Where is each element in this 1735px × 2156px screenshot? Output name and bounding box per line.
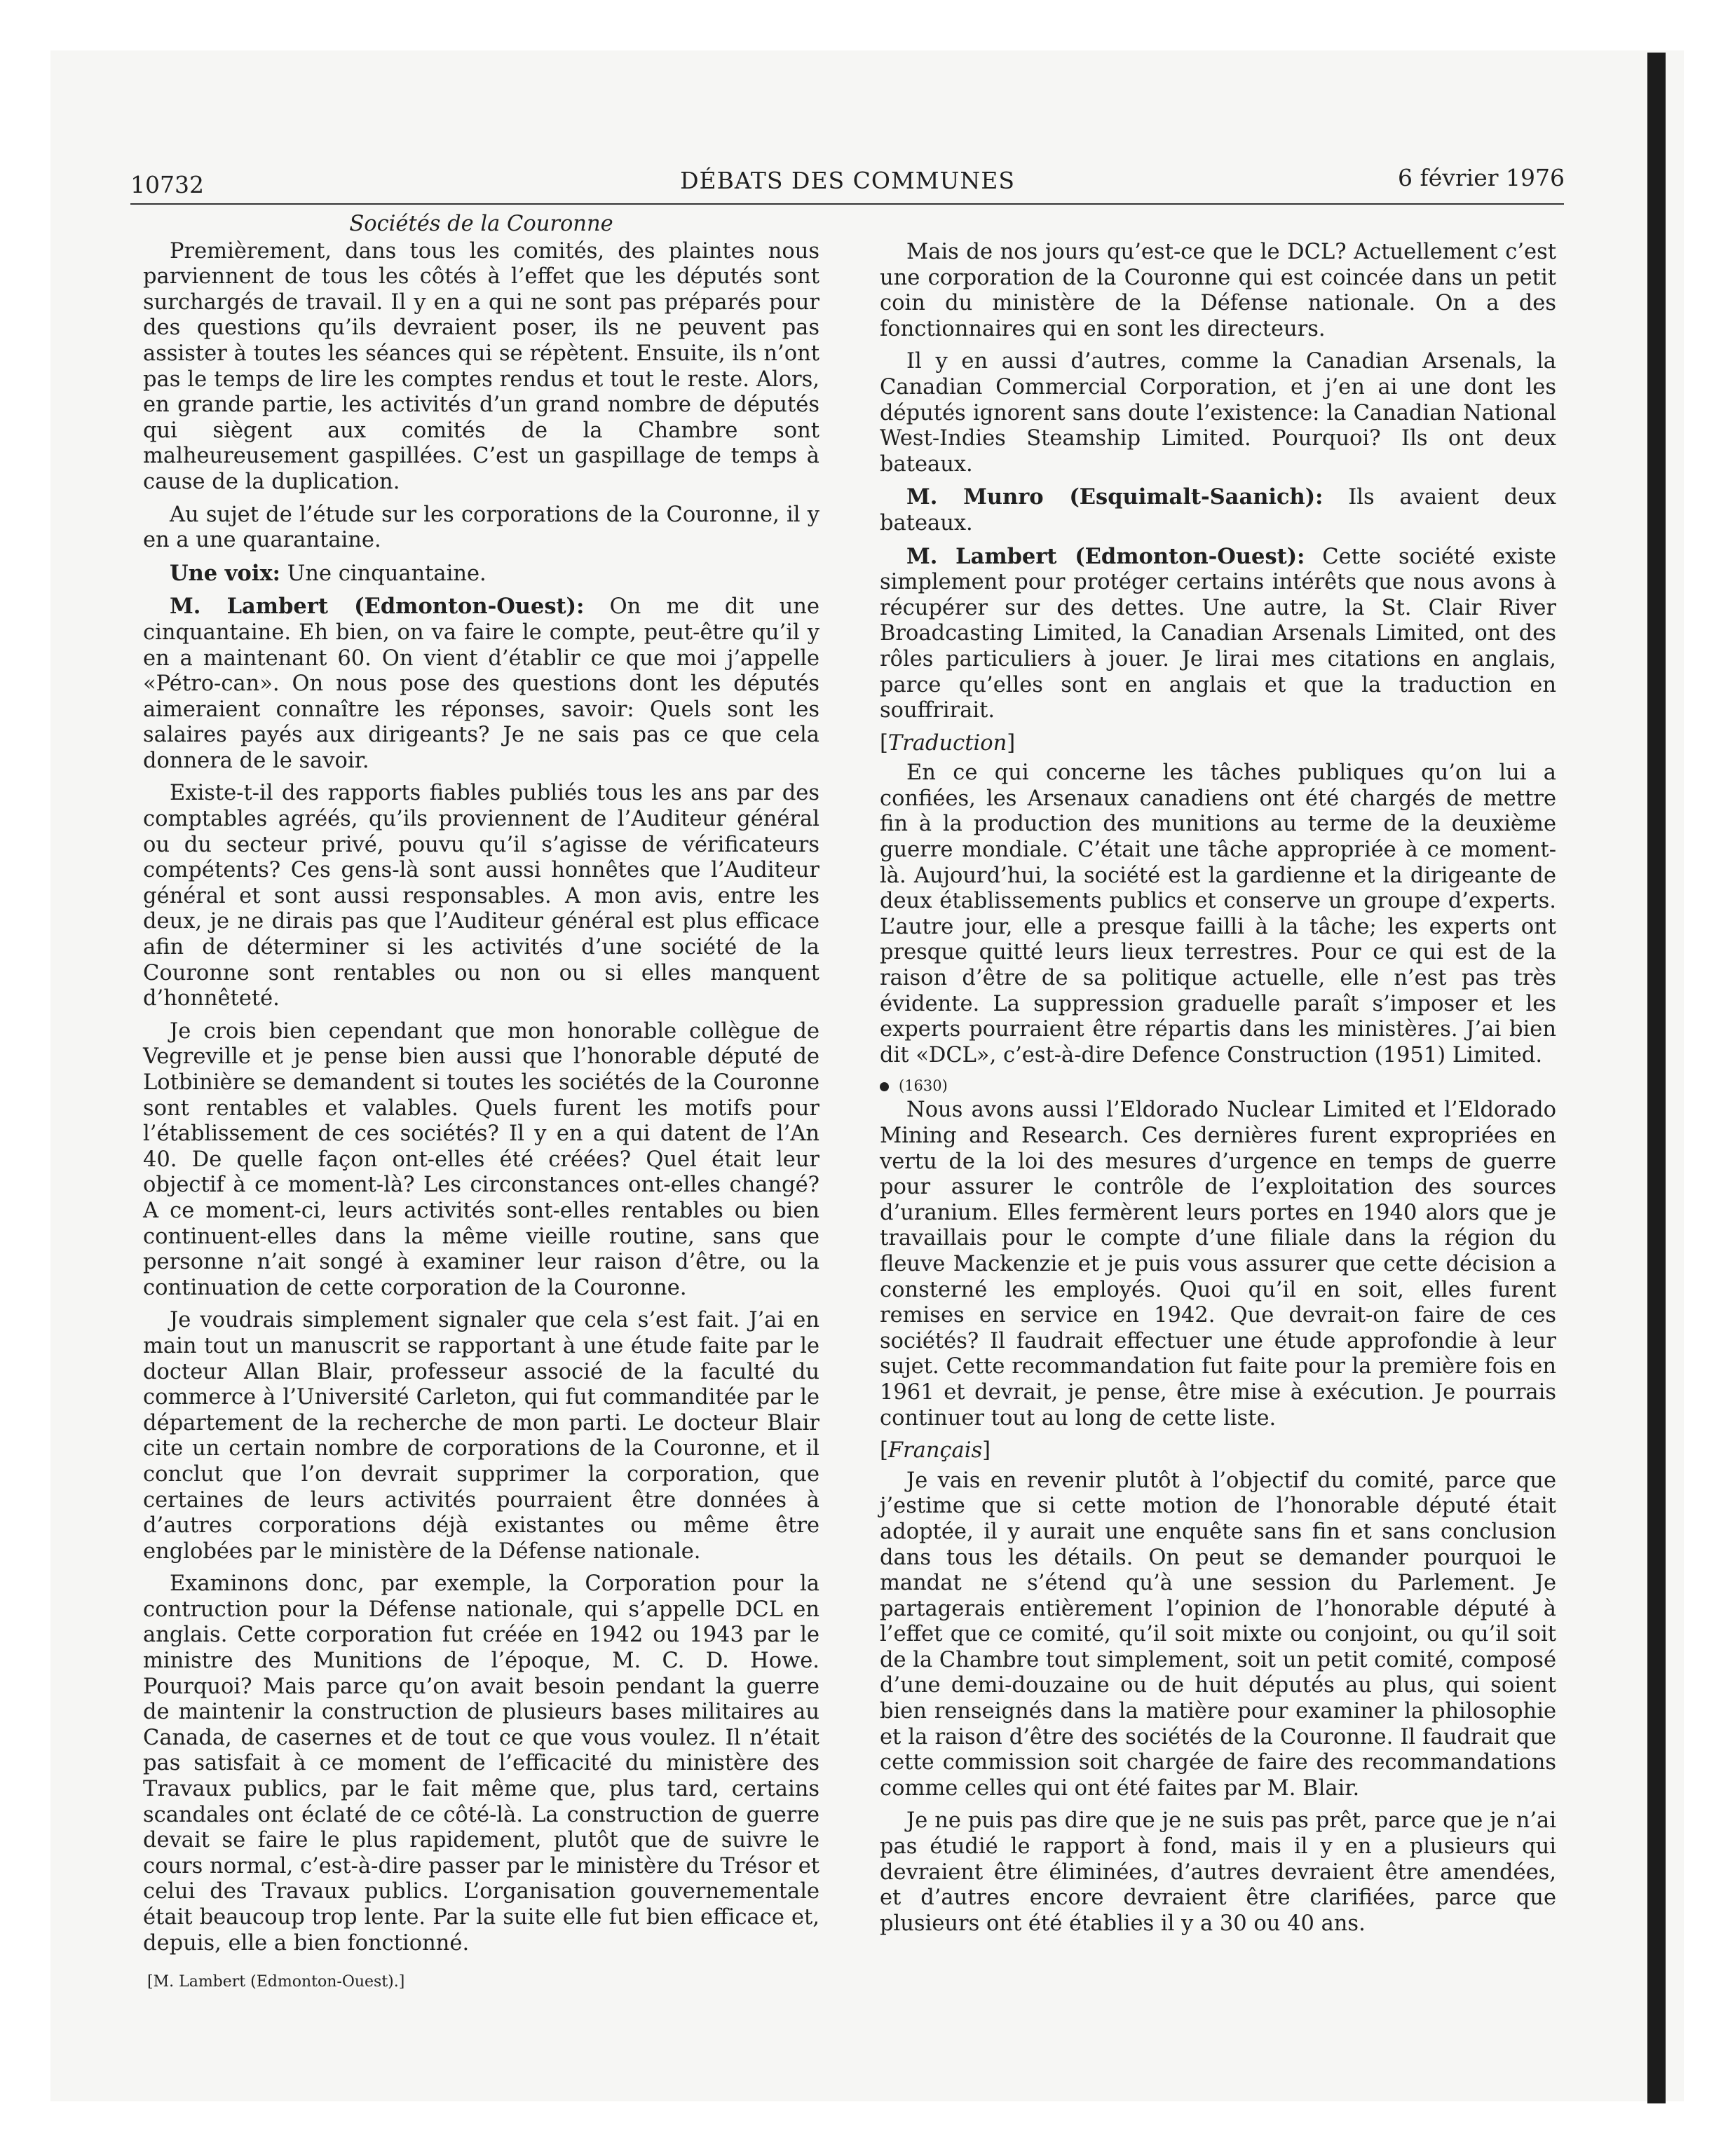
paragraph (143, 594, 819, 774)
speaker-name: Une voix: (170, 560, 280, 586)
page-header (130, 163, 1565, 199)
right-column (880, 240, 1556, 1944)
publication-title: DÉBATS DES COMMUNES (680, 167, 1015, 194)
translation-marker: [Traduction] (880, 730, 1016, 756)
speech-text: On me dit une cinquantaine. Eh bien, on va faire le compte, peut-être qu’il y en a maintenant 60. On vient d’établir ce que moi j’appelle «Pétro-can». On nous pose des questions dont les députés aimeraient connaître les réponses, savoir: Quels sont les salaires payés aux dirigeants? Je ne sais pas ce que cela donnera de le savoir. (143, 594, 819, 773)
scan-edge-bar (1647, 53, 1666, 2103)
speech-text: Ils avaient deux bateaux. (880, 485, 1557, 535)
paragraph: Mais de nos jours qu’est-ce que le DCL? Actuellement c’est une corporation de la Couronne qui est coincée dans un petit coin du ministère de la Défense nationale. On a des fonctionnaires qui en sont les directeurs. (880, 240, 1556, 341)
paragraph (880, 484, 1556, 536)
paragraph: Examinons donc, par exemple, la Corporation pour la contruction pour la Défense nationale, qui s’appelle DCL en anglais. Cette corporation fut créée en 1942 ou 1943 par le ministre des Munitions de l’époque, M. C. D. Howe. Pourquoi? Mais parce qu’on avait besoin pendant la guerre de maintenir la construction de plusieurs bases militaires au Canada, de casernes et de tout ce que vous voulez. Il n’était pas satisfait à ce moment de l’efficacité du ministère des Travaux publics, par le fait même que, plus tard, certains scandales ont éclaté de ce côté-là. La construction de guerre devait se faire le plus rapidement, plutôt que de suivre le cours normal, c’est-à-dire passer par le ministère du Trésor et celui des Travaux publics. L’organisation gouvernementale était beaucoup trop lente. Par la suite elle fut bien efficace et, depuis, elle a bien fonctionné. (143, 1571, 819, 1956)
paragraph: Premièrement, dans tous les comités, des plaintes nous parviennent de tous les côtés à l’effet que les députés sont surchargés de travail. Il y en a qui ne sont pas préparés pour des questions qu’ils devraient poser, ils ne peuvent pas assister à toutes les séances qui se répètent. Ensuite, ils n’ont pas le temps de lire les comptes rendus et tout le reste. Alors, en grande partie, les activités d’un grand nombre de députés qui siègent aux comités de la Chambre sont malheureusement gaspillées. C’est un gaspillage de temps à cause de la duplication. (143, 238, 819, 494)
paragraph: Je crois bien cependant que mon honorable collègue de Vegreville et je pense bien aussi que l’honorable député de Lotbinière se demandent si toutes les sociétés de la Couronne sont rentables et valables. Quels furent les motifs pour l’établissement de ces sociétés? Il y en a qui datent de l’An 40. De quelle façon ont-elles été créées? Quel était leur objectif à ce moment-là? Les circonstances ont-elles changé? A ce moment-ci, leurs activités sont-elles rentables ou bien continuent-elles dans la même vieille routine, sans que personne n’ait songé à examiner leur raison d’être, ou la continuation de cette corporation de la Couronne. (143, 1018, 819, 1300)
page-date: 6 février 1976 (1398, 164, 1565, 191)
paragraph (143, 561, 819, 587)
speech-text: Une cinquantaine. (280, 561, 487, 586)
document-page (130, 163, 1565, 1991)
speaker-name: M. Lambert (Edmonton-Ouest): (170, 594, 585, 620)
speech-text: Cette société existe simplement pour protéger certains intérêts que nous avons à récupérer sur des dettes. Une autre, la St. Clair River Broadcasting Limited, la Canadian Arsenals Limited, ont des rôles particuliers à jouer. Je lirai mes citations en anglais, parce qu’elles sont en anglais et que la traduction en souffrirait. (880, 544, 1556, 723)
paragraph: Au sujet de l’étude sur les corporations de la Couronne, il y en a une quarantaine. (143, 502, 819, 553)
time-stamp: (1630) (880, 1075, 1556, 1096)
paragraph (880, 544, 1556, 724)
header-rule (130, 203, 1564, 205)
speaker-name: M. Munro (Esquimalt-Saanich): (906, 484, 1324, 510)
page-number: 10732 (130, 171, 204, 198)
paragraph: En ce qui concerne les tâches publiques qu’on lui a confiées, les Arsenaux canadiens ont été chargés de mettre fin à la production des munitions au terme de la deuxième guerre mondiale. C’était une tâche appropriée à ce moment-là. Aujourd’hui, la société est la gardienne et la dirigeante de deux établissements publics et conserve un groupe d’experts. L’autre jour, elle a presque failli à la tâche; les experts ont presque quitté leurs lieux terrestres. Pour ce qui est de la raison d’être de sa politique actuelle, elle n’est pas très évidente. La suppression graduelle paraît s’imposer et les experts pourraient être répartis dans les ministères. J’ai bien dit «DCL», c’est-à-dire Defence Construction (1951) Limited. (880, 760, 1556, 1067)
speaker-name: M. Lambert (Edmonton-Ouest): (906, 543, 1305, 569)
paragraph: Je vais en revenir plutôt à l’objectif du comité, parce que j’estime que si cette motion de l’honorable député était adoptée, il y aurait une enquête sans fin et sans conclusion dans tous les détails. On peut se demander pourquoi le mandat ne s’étend qu’à une session du Parlement. Je partagerais entièrement l’opinion de l’honorable député à l’effet que ce comité, qu’il soit mixte ou conjoint, ou qu’il soit de la Chambre tout simplement, soit un petit comité, composé d’une demi-douzaine ou de huit députés au plus, qui soient bien renseignés dans la matière pour examiner la philosophie et la raison d’être des sociétés de la Couronne. Il faudrait que cette commission soit chargée de faire des recommandations comme celles qui ont été faites par M. Blair. (880, 1468, 1556, 1801)
paragraph: Je ne puis pas dire que je ne suis pas prêt, parce que je n’ai pas étudié le rapport à fond, mais il y en a plusieurs qui devraient être éliminées, d’autres devraient être amendées, et d’autres encore devraient être clarifiées, parce que plusieurs ont été établies il y a 30 ou 40 ans. (880, 1808, 1556, 1936)
left-column (143, 212, 819, 1993)
running-head: Sociétés de la Couronne (349, 212, 613, 236)
paragraph: Je voudrais simplement signaler que cela s’est fait. J’ai en main tout un manuscrit se rapportant à une étude faite par le docteur Allan Blair, professeur associé de la faculté du commerce à l’Université Carleton, qui fut commanditée par le département de la recherche de mon parti. Le docteur Blair cite un certain nombre de corporations de la Couronne, et il conclut que l’on devrait supprimer la corporation, que certaines de leurs activités pourraient être données à d’autres corporations déjà existantes ou même être englobées par le ministère de la Défense nationale. (143, 1308, 819, 1564)
paragraph: Existe-t-il des rapports fiables publiés tous les ans par des comptables agréés, qu’ils proviennent de l’Auditeur général ou du secteur privé, pouvu qu’il s’agisse de vérificateurs compétents? Ces gens-là sont aussi honnêtes que l’Auditeur général et sont aussi responsables. A mon avis, entre les deux, je ne dirais pas que l’Auditeur général est plus efficace afin de déterminer si les activités d’une société de la Couronne sont rentables ou non ou si elles manquent d’honnêteté. (143, 781, 819, 1011)
language-marker: [Français] (880, 1438, 991, 1464)
speaker-footer-note: [M. Lambert (Edmonton-Ouest).] (147, 1973, 405, 1991)
paragraph: Nous avons aussi l’Eldorado Nuclear Limited et l’Eldorado Mining and Research. Ces dernières furent expropriées en vertu de la loi des mesures d’urgence en temps de guerre pour assurer le contrôle de l’exploitation des sources d’uranium. Elles fermèrent leurs portes en 1940 alors que je travaillais pour le compte d’une filiale dans la région du fleuve Mackenzie et je puis vous assurer que cette décision a consterné les employés. Quoi qu’il en soit, elles furent remises en service en 1942. Que devrait-on faire de ces sociétés? Il faudrait effectuer une étude approfondie à leur sujet. Cette recommandation fut faite pour la première fois en 1961 et devrait, je pense, être mise à exécution. Je pourrais continuer tout au long de cette liste. (880, 1098, 1556, 1431)
paragraph: Il y en aussi d’autres, comme la Canadian Arsenals, la Canadian Commercial Corporation, et j’en ai une dont les députés ignorent sans doute l’existence: la Canadian National West-Indies Steamship Limited. Pourquoi? Ils ont deux bateaux. (880, 349, 1556, 477)
bullet-dot-icon (880, 1082, 889, 1091)
